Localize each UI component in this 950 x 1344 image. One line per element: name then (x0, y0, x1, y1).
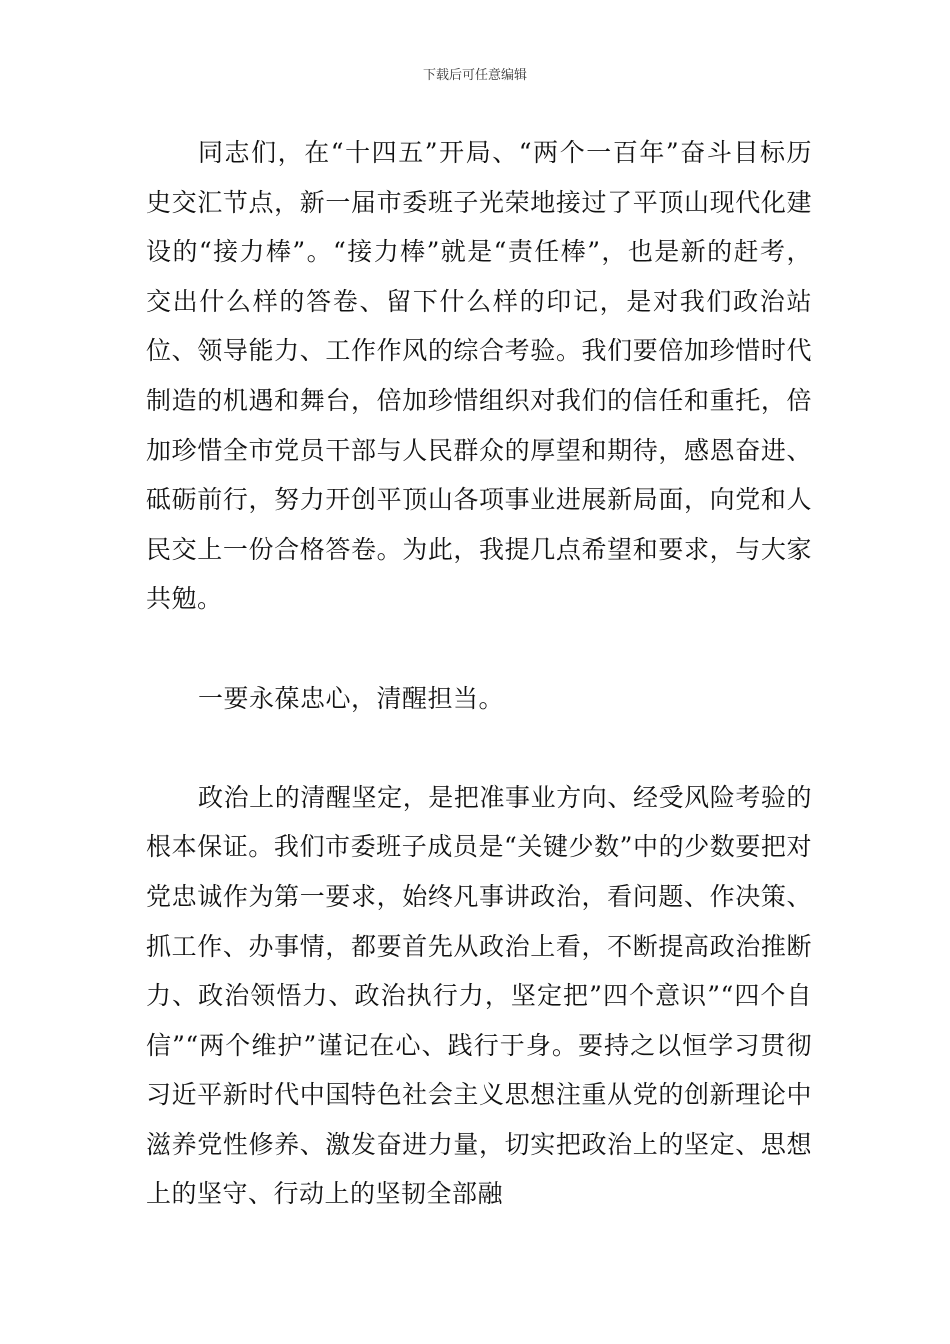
paragraph-intro: 同志们，在“十四五”开局、“两个一百年”奋斗目标历史交汇节点，新一届市委班子光荣地接过了平顶山现代化建设的“接力棒”。“接力棒”就是“责任棒”，也是新的赶考，交出什么样的答卷、留下什么样的印记，是对我们政治站位、领导能力、工作作风的综合考验。我们要倍加珍惜时代制造的机遇和舞台，倍加珍惜组织对我们的信任和重托，倍加珍惜全市党员干部与人民群众的厚望和期待，感恩奋进、砥砺前行，努力开创平顶山各项事业进展新局面，向党和人民交上一份合格答卷。为此，我提几点希望和要求，与大家共勉。 (146, 138, 812, 614)
section-heading: 一要永葆忠心，清醒担当。 (198, 683, 505, 713)
page-header: 下载后可任意编辑 (422, 68, 527, 83)
paragraph-political: 政治上的清醒坚定，是把准事业方向、经受风险考验的根本保证。我们市委班子成员是“关键少数”中的少数要把对党忠诚作为第一要求，始终凡事讲政治，看问题、作决策、抓工作、办事情，都要首先从政治上看，不断提高政治推断力、政治领悟力、政治执行力，坚定把”四个意识”“四个自信”“两个维护”谨记在心、践行于身。要持之以恒学习贯彻习近平新时代中国特色社会主义思想注重从党的创新理论中滋养党性修养、激发奋进力量，切实把政治上的坚定、思想上的坚守、行动上的坚韧全部融 (146, 782, 812, 1209)
document-body (146, 128, 812, 1219)
paragraph-spacer (146, 723, 812, 773)
paragraph-spacer (146, 624, 812, 674)
